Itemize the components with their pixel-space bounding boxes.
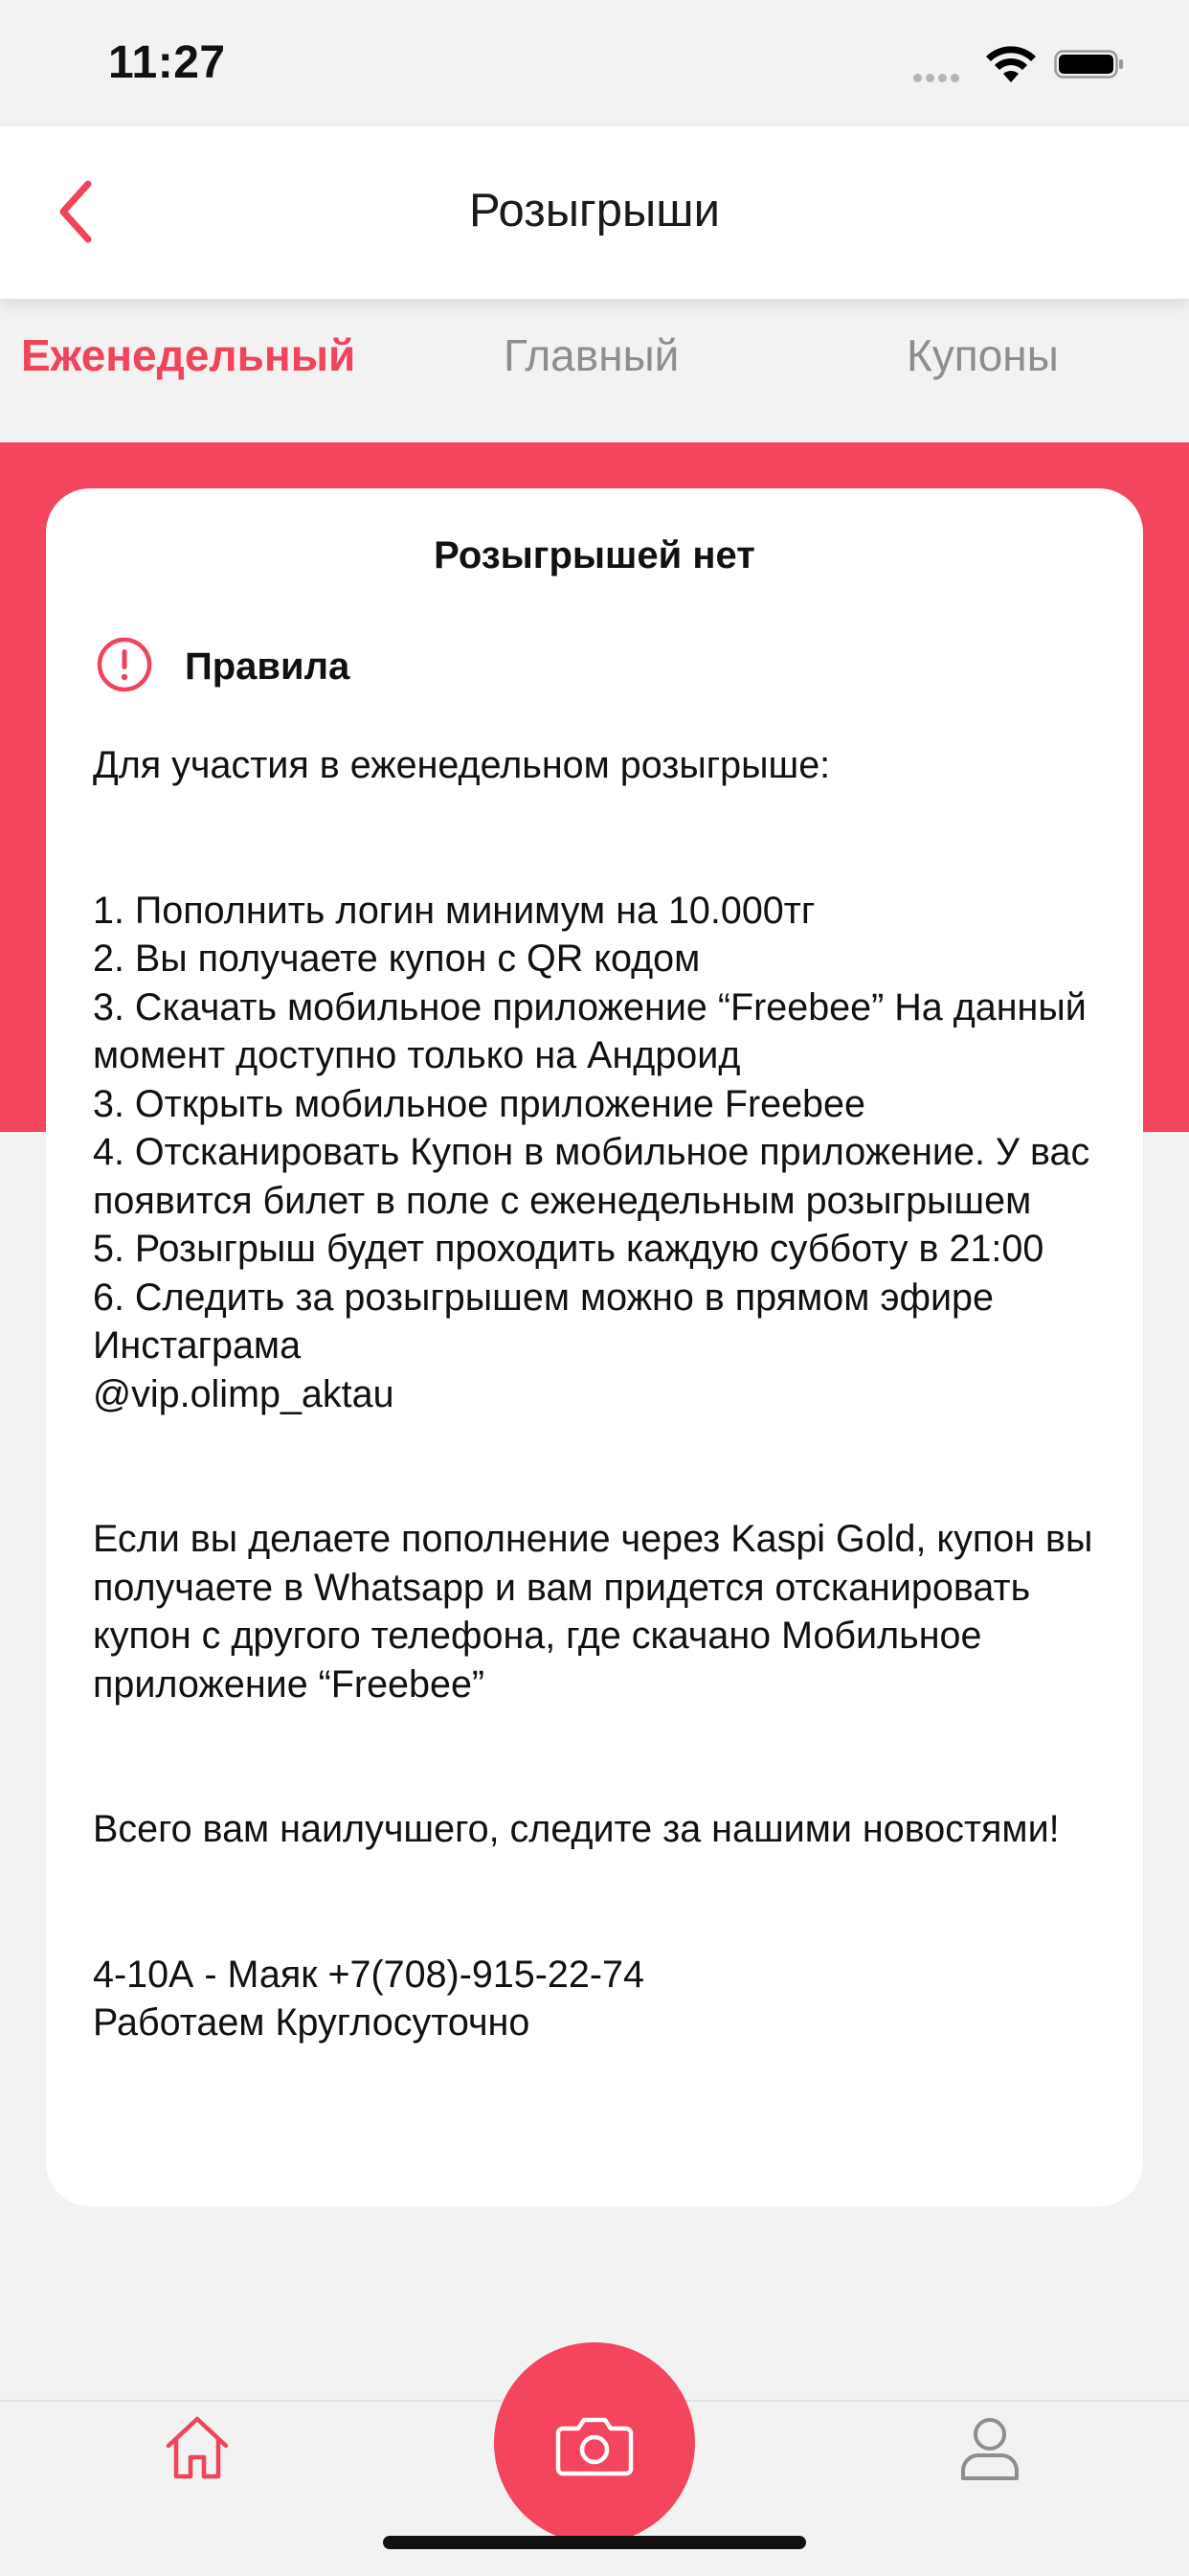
tab-main[interactable]: Главный xyxy=(504,330,680,380)
card-heading: Розыгрышей нет xyxy=(434,534,755,576)
rules-intro: Для участия в еженедельном розыгрыше: xyxy=(93,744,831,786)
signal-icon xyxy=(913,70,963,87)
tab-coupons[interactable]: Купоны xyxy=(907,330,1059,380)
status-time: 11:27 xyxy=(108,37,226,88)
tab-bar xyxy=(0,299,1189,442)
rules-closing: Всего вам наилучшего, следите за нашими новостями! xyxy=(93,1808,1060,1850)
rules-contact: 4-10А - Маяк +7(708)-915-22-74 Работаем Круглосуточно xyxy=(93,1953,644,2044)
home-indicator xyxy=(383,2536,806,2549)
rules-text xyxy=(93,741,1117,2047)
status-bar xyxy=(0,0,1189,126)
navigation-header xyxy=(0,126,1189,299)
rules-kaspi-note: Если вы делаете пополнение через Kaspi Gold, купон вы получаете в Whatsapp и вам придется отсканировать купон с другого телефона, где скачано Мобильное приложение “Freebee” xyxy=(93,1518,1093,1706)
tab-weekly[interactable]: Еженедельный xyxy=(21,330,356,380)
battery-icon xyxy=(1054,50,1125,79)
exclamation-circle-icon xyxy=(96,636,153,693)
camera-icon[interactable] xyxy=(555,2415,634,2476)
wifi-icon xyxy=(983,44,1039,84)
rules-steps: 1. Пополнить логин минимум на 10.000тг 2. Вы получаете купон с QR кодом 3. Скачать мобильное приложение “Freebee” На данный момент доступно только на Андроид 3. Открыть мобильное приложение Freebee 4. Отсканировать Купон в мобильное приложение. У вас появится билет в поле с еженедельным розыгрышем 5. Розыгрыш будет проходить каждую субботу в 21:00 6. Следить за розыгрышем можно в прямом эфире Инстаграма @vip.olimp_aktau xyxy=(93,889,1090,1415)
home-icon[interactable] xyxy=(163,2413,232,2482)
user-icon[interactable] xyxy=(955,2413,1024,2482)
rules-label: Правила xyxy=(185,645,350,688)
draw-info-card xyxy=(46,488,1143,2206)
page-title: Розыгрыши xyxy=(469,185,720,237)
